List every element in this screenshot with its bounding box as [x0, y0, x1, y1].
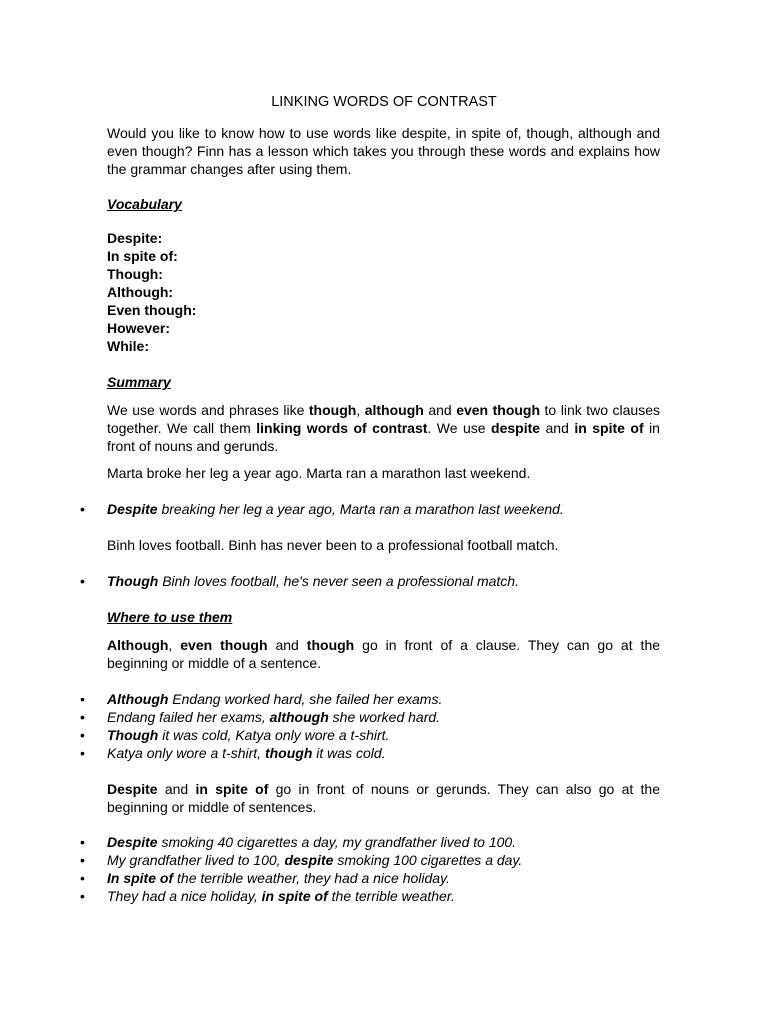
- keyword: although: [269, 709, 329, 725]
- keyword: in spite of: [195, 781, 269, 797]
- where-heading: Where to use them: [107, 609, 233, 625]
- list-item: [80, 851, 680, 869]
- text: and: [540, 420, 575, 436]
- example-bullet-list: [80, 572, 680, 590]
- vocabulary-item: However:: [107, 320, 171, 336]
- text: and: [157, 781, 196, 797]
- list-item: [80, 726, 680, 744]
- text: it was cold.: [312, 745, 386, 761]
- list-item: [80, 887, 680, 905]
- vocabulary-list: [107, 229, 660, 355]
- bullet-icon: •: [80, 888, 85, 904]
- text: smoking 40 cigarettes a day, my grandfather lived to 100.: [157, 834, 517, 850]
- list-item: [80, 708, 680, 726]
- text: the terrible weather.: [327, 888, 455, 904]
- text: Endang failed her exams,: [107, 709, 270, 725]
- bullet-icon: •: [80, 834, 85, 850]
- bullet-icon: •: [80, 573, 85, 589]
- text: it was cold, Katya only wore a t-shirt.: [158, 727, 390, 743]
- keyword: Although: [107, 637, 169, 653]
- keyword: despite: [284, 852, 334, 868]
- example-sentence: Marta broke her leg a year ago. Marta ran a marathon last weekend.: [107, 465, 531, 481]
- bullet-icon: •: [80, 691, 85, 707]
- text: and: [267, 637, 307, 653]
- example-bullet-list: [80, 500, 680, 518]
- keyword: Despite: [107, 834, 158, 850]
- bullet-icon: •: [80, 501, 85, 517]
- text: and: [423, 402, 457, 418]
- clause-bullet-list: [80, 690, 680, 762]
- vocabulary-item: Even though:: [107, 302, 197, 318]
- keyword: Although: [107, 691, 169, 707]
- bullet-icon: •: [80, 852, 85, 868]
- text: in front of nouns and gerunds.: [107, 420, 660, 454]
- vocabulary-heading: Vocabulary: [107, 196, 182, 212]
- text: Katya only wore a t-shirt,: [107, 745, 265, 761]
- intro-paragraph: Would you like to know how to use words like despite, in spite of, though, although and even though? Finn has a lesson which takes you through these words and explains how the grammar changes after using them.: [107, 125, 660, 177]
- text: We use words and phrases like: [107, 402, 309, 418]
- list-item: [80, 833, 680, 851]
- keyword: though: [306, 637, 355, 653]
- keyword: Despite: [107, 501, 158, 517]
- keyword: in spite of: [574, 420, 644, 436]
- bullet-icon: •: [80, 745, 85, 761]
- list-item: [80, 572, 680, 590]
- text: ,: [356, 402, 365, 418]
- text: the terrible weather, they had a nice holiday.: [173, 870, 450, 886]
- text: They had a nice holiday,: [107, 888, 262, 904]
- gerund-bullet-list: [80, 833, 680, 905]
- vocabulary-item: In spite of:: [107, 248, 178, 264]
- summary-paragraph: [107, 401, 660, 455]
- text: she worked hard.: [328, 709, 441, 725]
- list-item: [80, 690, 680, 708]
- text: ,: [168, 637, 181, 653]
- where-paragraph: [107, 636, 660, 672]
- bullet-icon: •: [80, 727, 85, 743]
- text: . We use: [427, 420, 492, 436]
- text: Binh loves football, he's never seen a professional match.: [158, 573, 519, 589]
- text: go in front of a clause. They can go at the beginning or middle of a sentence.: [107, 637, 661, 671]
- vocabulary-item: Although:: [107, 284, 174, 300]
- keyword: though: [264, 745, 313, 761]
- summary-heading: Summary: [107, 374, 171, 390]
- vocabulary-item: While:: [107, 338, 149, 354]
- page-title: LINKING WORDS OF CONTRAST: [271, 94, 497, 110]
- keyword: even though: [456, 402, 541, 418]
- vocabulary-item: Despite:: [107, 230, 163, 246]
- bullet-icon: •: [80, 870, 85, 886]
- keyword: in spite of: [261, 888, 328, 904]
- list-item: [80, 869, 680, 887]
- keyword: though: [308, 402, 357, 418]
- keyword: Though: [107, 727, 159, 743]
- keyword: Though: [107, 573, 159, 589]
- list-item: [80, 500, 680, 518]
- list-item: [80, 744, 680, 762]
- keyword: even though: [180, 637, 268, 653]
- example-sentence: Binh loves football. Binh has never been to a professional football match.: [107, 537, 559, 553]
- keyword: In spite of: [107, 870, 174, 886]
- text: smoking 100 cigarettes a day.: [333, 852, 523, 868]
- bullet-icon: •: [80, 709, 85, 725]
- text: go in front of nouns or gerunds. They can also go at the beginning or middle of sentences.: [107, 781, 660, 815]
- text: to link two clauses together. We call them: [107, 402, 660, 436]
- text: breaking her leg a year ago, Marta ran a marathon last weekend.: [157, 501, 564, 517]
- keyword: despite: [491, 420, 541, 436]
- keyword: linking words of contrast: [256, 420, 428, 436]
- text: Endang worked hard, she failed her exams.: [168, 691, 443, 707]
- keyword: although: [364, 402, 424, 418]
- vocabulary-item: Though:: [107, 266, 163, 282]
- gerund-paragraph: [107, 780, 660, 816]
- keyword: Despite: [107, 781, 158, 797]
- text: My grandfather lived to 100,: [107, 852, 285, 868]
